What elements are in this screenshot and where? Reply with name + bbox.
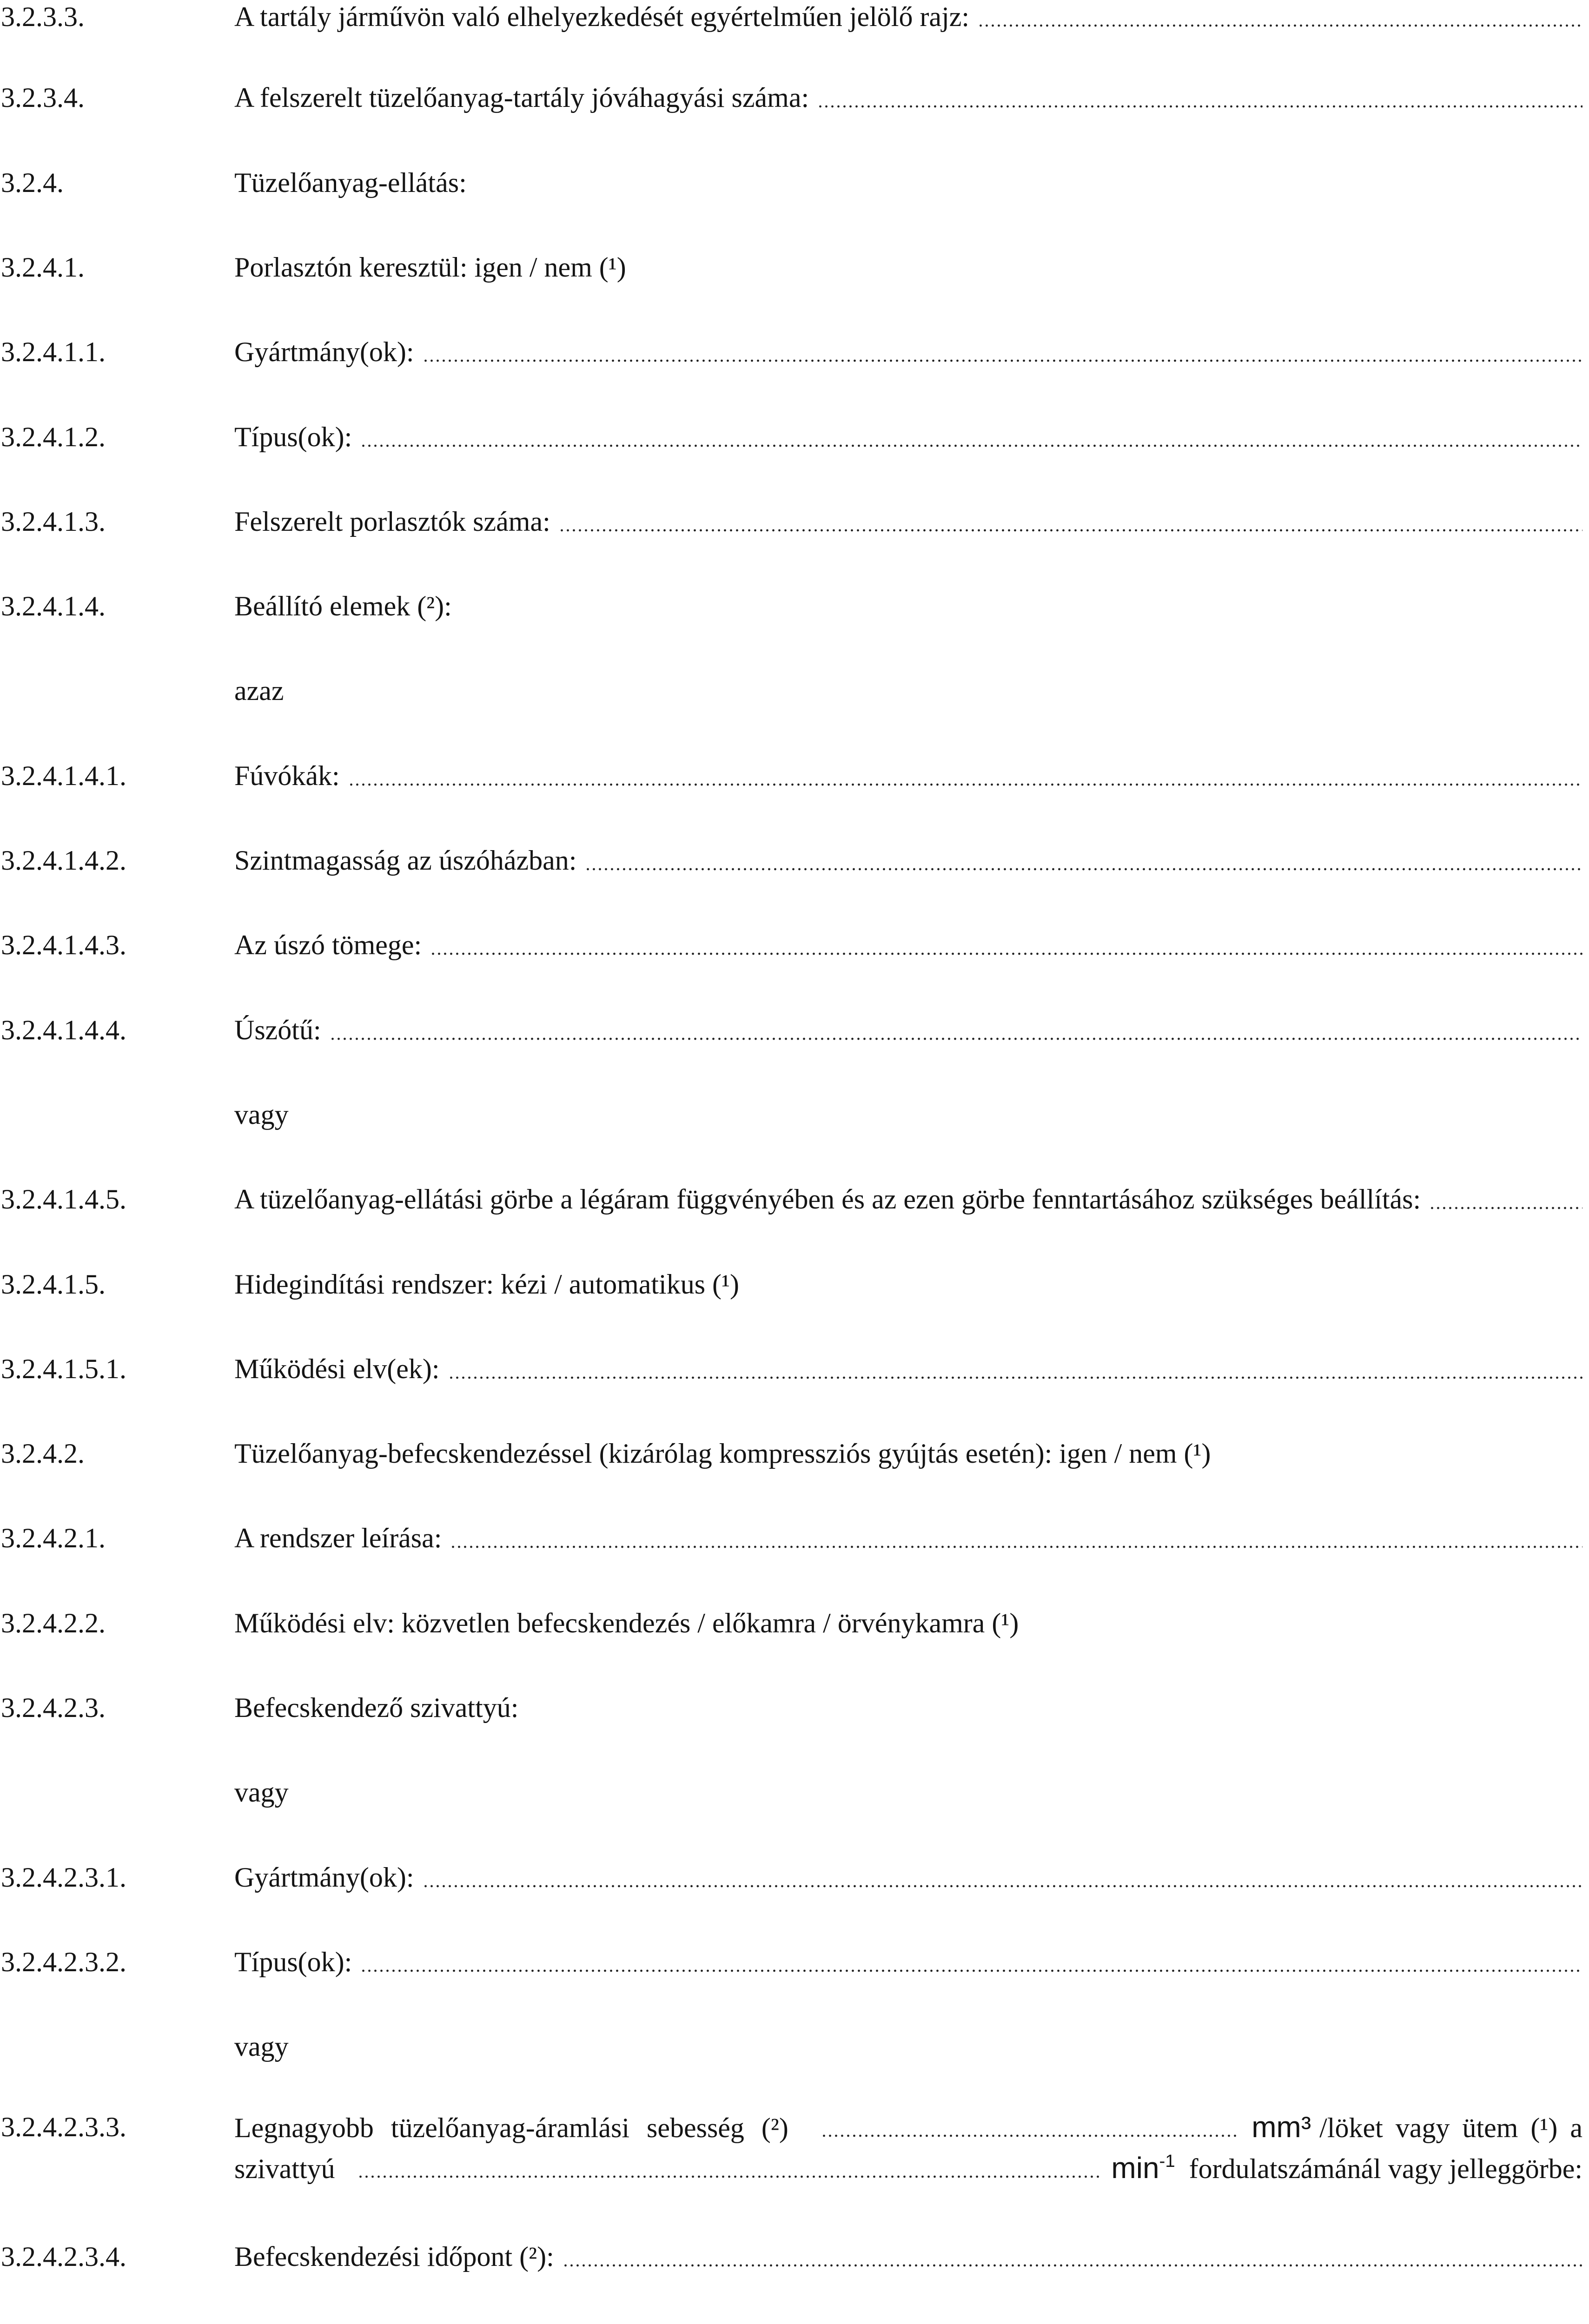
form-item bbox=[0, 1352, 1589, 1386]
item-number: 3.2.4.1.4.3. bbox=[1, 930, 126, 960]
item-number: 3.2.4.2.3.3. bbox=[1, 2112, 126, 2142]
form-item bbox=[0, 166, 1589, 199]
item-body bbox=[234, 81, 1582, 114]
item-number: 3.2.4.1.3. bbox=[1, 506, 106, 537]
item-number: 3.2.4.1. bbox=[1, 252, 85, 283]
form-item bbox=[0, 589, 1589, 623]
item-number: 3.2.4.1.2. bbox=[1, 422, 106, 452]
form-item bbox=[0, 335, 1589, 369]
connector-word bbox=[0, 1098, 1589, 1131]
item-body bbox=[234, 335, 1582, 369]
fill-in-dotted-line bbox=[430, 928, 1582, 962]
item-label-continuation: /löket vagy ütem (¹) a bbox=[1319, 2113, 1582, 2143]
form-item bbox=[0, 759, 1589, 792]
form-item bbox=[0, 251, 1589, 284]
item-label: Felszerelt porlasztók száma: bbox=[234, 506, 550, 537]
fill-in-dotted-line bbox=[1429, 1182, 1582, 1216]
form-item bbox=[0, 928, 1589, 962]
item-label: Az úszó tömege: bbox=[234, 930, 422, 960]
fill-in-dotted-line bbox=[450, 1521, 1582, 1555]
item-body bbox=[234, 589, 1582, 623]
fill-in-dotted-line bbox=[360, 1945, 1582, 1979]
item-label: Beállító elemek (²): bbox=[234, 591, 452, 621]
item-body-line-2 bbox=[234, 2151, 1582, 2185]
item-label: Működési elv(ek): bbox=[234, 1353, 440, 1384]
item-label: A felszerelt tüzelőanyag-tartály jóváhagyási száma: bbox=[234, 82, 809, 113]
item-body bbox=[234, 1013, 1582, 1047]
form-item bbox=[0, 505, 1589, 538]
item-body bbox=[234, 1268, 1582, 1301]
item-number: 3.2.4.2.3. bbox=[1, 1692, 106, 1723]
fill-in-dotted-line bbox=[563, 2240, 1582, 2273]
item-label: Fúvókák: bbox=[234, 760, 340, 791]
item-body bbox=[234, 420, 1582, 454]
item-body bbox=[234, 1606, 1582, 1640]
item-number: 3.2.4.2.3.4. bbox=[1, 2241, 126, 2272]
item-body bbox=[234, 1182, 1582, 1216]
fill-in-dotted-line bbox=[360, 420, 1582, 454]
form-item bbox=[0, 1437, 1589, 1470]
item-label: Típus(ok): bbox=[234, 422, 352, 452]
form-item bbox=[0, 1268, 1589, 1301]
item-label: A tüzelőanyag-ellátási görbe a légáram függvényében és az ezen görbe fenntartásához szükséges beállítás: bbox=[234, 1184, 1421, 1215]
item-label-continuation: fordulatszámánál vagy jelleggörbe: bbox=[1189, 2153, 1582, 2184]
item-body bbox=[234, 1437, 1582, 1470]
form-item bbox=[0, 1521, 1589, 1555]
form-item bbox=[0, 1182, 1589, 1216]
item-body bbox=[234, 1945, 1582, 1979]
fill-in-dotted-line bbox=[423, 335, 1582, 369]
form-item bbox=[0, 1945, 1589, 1979]
form-item bbox=[0, 420, 1589, 454]
item-body bbox=[234, 2030, 1582, 2063]
item-label: Gyártmány(ok): bbox=[234, 337, 414, 367]
connector-word bbox=[0, 1776, 1589, 1809]
item-label: Befecskendezési időpont (²): bbox=[234, 2241, 554, 2272]
form-item bbox=[0, 2110, 1589, 2185]
item-label: Tüzelőanyag-befecskendezéssel (kizárólag kompressziós gyújtás esetén): igen / nem (¹) bbox=[234, 1438, 1211, 1469]
item-label: Szintmagasság az úszóházban: bbox=[234, 845, 577, 876]
item-number: 3.2.3.4. bbox=[1, 82, 85, 113]
unit-label: mm³ bbox=[1251, 2110, 1311, 2144]
form-item bbox=[0, 2240, 1589, 2273]
item-body bbox=[234, 674, 1582, 707]
item-body bbox=[234, 2240, 1582, 2273]
fill-in-dotted-line bbox=[358, 2151, 1100, 2185]
fill-in-dotted-line bbox=[348, 759, 1582, 792]
item-number: 3.2.3.3. bbox=[1, 1, 85, 32]
item-body bbox=[234, 166, 1582, 199]
item-number: 3.2.4.2. bbox=[1, 1438, 85, 1469]
form-item bbox=[0, 1013, 1589, 1047]
item-body bbox=[234, 505, 1582, 538]
unit-exponent: -1 bbox=[1159, 2151, 1175, 2172]
item-body bbox=[234, 1521, 1582, 1555]
item-body bbox=[234, 1691, 1582, 1724]
item-number: 3.2.4.2.1. bbox=[1, 1523, 106, 1553]
fill-in-dotted-line bbox=[330, 1013, 1582, 1047]
fill-in-dotted-line bbox=[817, 81, 1582, 114]
item-label: azaz bbox=[234, 675, 284, 706]
item-number: 3.2.4.2.3.1. bbox=[1, 1862, 126, 1893]
item-body bbox=[234, 0, 1582, 33]
fill-in-dotted-line bbox=[978, 0, 1582, 33]
item-label: vagy bbox=[234, 1099, 289, 1130]
item-number: 3.2.4.1.1. bbox=[1, 337, 106, 367]
item-label: Tüzelőanyag-ellátás: bbox=[234, 167, 467, 198]
item-number: 3.2.4.1.4.5. bbox=[1, 1184, 126, 1215]
item-label: Befecskendező szivattyú: bbox=[234, 1692, 519, 1723]
item-number: 3.2.4.1.5.1. bbox=[1, 1353, 126, 1384]
unit-label bbox=[1111, 2151, 1175, 2185]
item-label: Működési elv: közvetlen befecskendezés / előkamra / örvénykamra (¹) bbox=[234, 1608, 1019, 1638]
item-body bbox=[234, 928, 1582, 962]
form-item bbox=[0, 81, 1589, 114]
item-number: 3.2.4. bbox=[1, 167, 64, 198]
item-number: 3.2.4.1.5. bbox=[1, 1269, 106, 1300]
item-body bbox=[234, 1861, 1582, 1894]
item-number: 3.2.4.1.4. bbox=[1, 591, 106, 621]
item-body bbox=[234, 844, 1582, 877]
item-label: szivattyú bbox=[234, 2153, 335, 2184]
item-number: 3.2.4.1.4.1. bbox=[1, 760, 126, 791]
item-label: A rendszer leírása: bbox=[234, 1523, 442, 1553]
item-number: 3.2.4.1.4.4. bbox=[1, 1015, 126, 1045]
item-body bbox=[234, 1098, 1582, 1131]
item-body bbox=[234, 1776, 1582, 1809]
item-body-line-1 bbox=[234, 2110, 1582, 2144]
fill-in-dotted-line bbox=[448, 1352, 1582, 1386]
form-item bbox=[0, 1606, 1589, 1640]
item-body bbox=[234, 251, 1582, 284]
item-body bbox=[234, 1352, 1582, 1386]
connector-word bbox=[0, 2030, 1589, 2063]
item-label: Úszótű: bbox=[234, 1015, 321, 1045]
connector-word bbox=[0, 674, 1589, 707]
form-item bbox=[0, 0, 1589, 33]
item-label: Porlasztón keresztül: igen / nem (¹) bbox=[234, 252, 626, 283]
item-label: vagy bbox=[234, 1777, 289, 1808]
form-item bbox=[0, 1861, 1589, 1894]
fill-in-dotted-line bbox=[585, 844, 1582, 877]
item-label: vagy bbox=[234, 2031, 289, 2062]
item-label: Típus(ok): bbox=[234, 1947, 352, 1977]
unit-base: min bbox=[1111, 2151, 1159, 2185]
form-item bbox=[0, 844, 1589, 877]
item-number: 3.2.4.1.4.2. bbox=[1, 845, 126, 876]
fill-in-dotted-line bbox=[821, 2110, 1239, 2144]
item-label: Gyártmány(ok): bbox=[234, 1862, 414, 1893]
item-body bbox=[234, 759, 1582, 792]
item-label: Legnagyobb tüzelőanyag-áramlási sebesség (²) bbox=[234, 2113, 788, 2143]
item-number: 3.2.4.2.2. bbox=[1, 1608, 106, 1638]
fill-in-dotted-line bbox=[423, 1861, 1582, 1894]
item-number: 3.2.4.2.3.2. bbox=[1, 1947, 126, 1977]
fill-in-dotted-line bbox=[559, 505, 1582, 538]
item-label: Hidegindítási rendszer: kézi / automatikus (¹) bbox=[234, 1269, 740, 1300]
item-label: A tartály járművön való elhelyezkedését egyértelműen jelölő rajz: bbox=[234, 1, 970, 32]
form-item bbox=[0, 1691, 1589, 1724]
